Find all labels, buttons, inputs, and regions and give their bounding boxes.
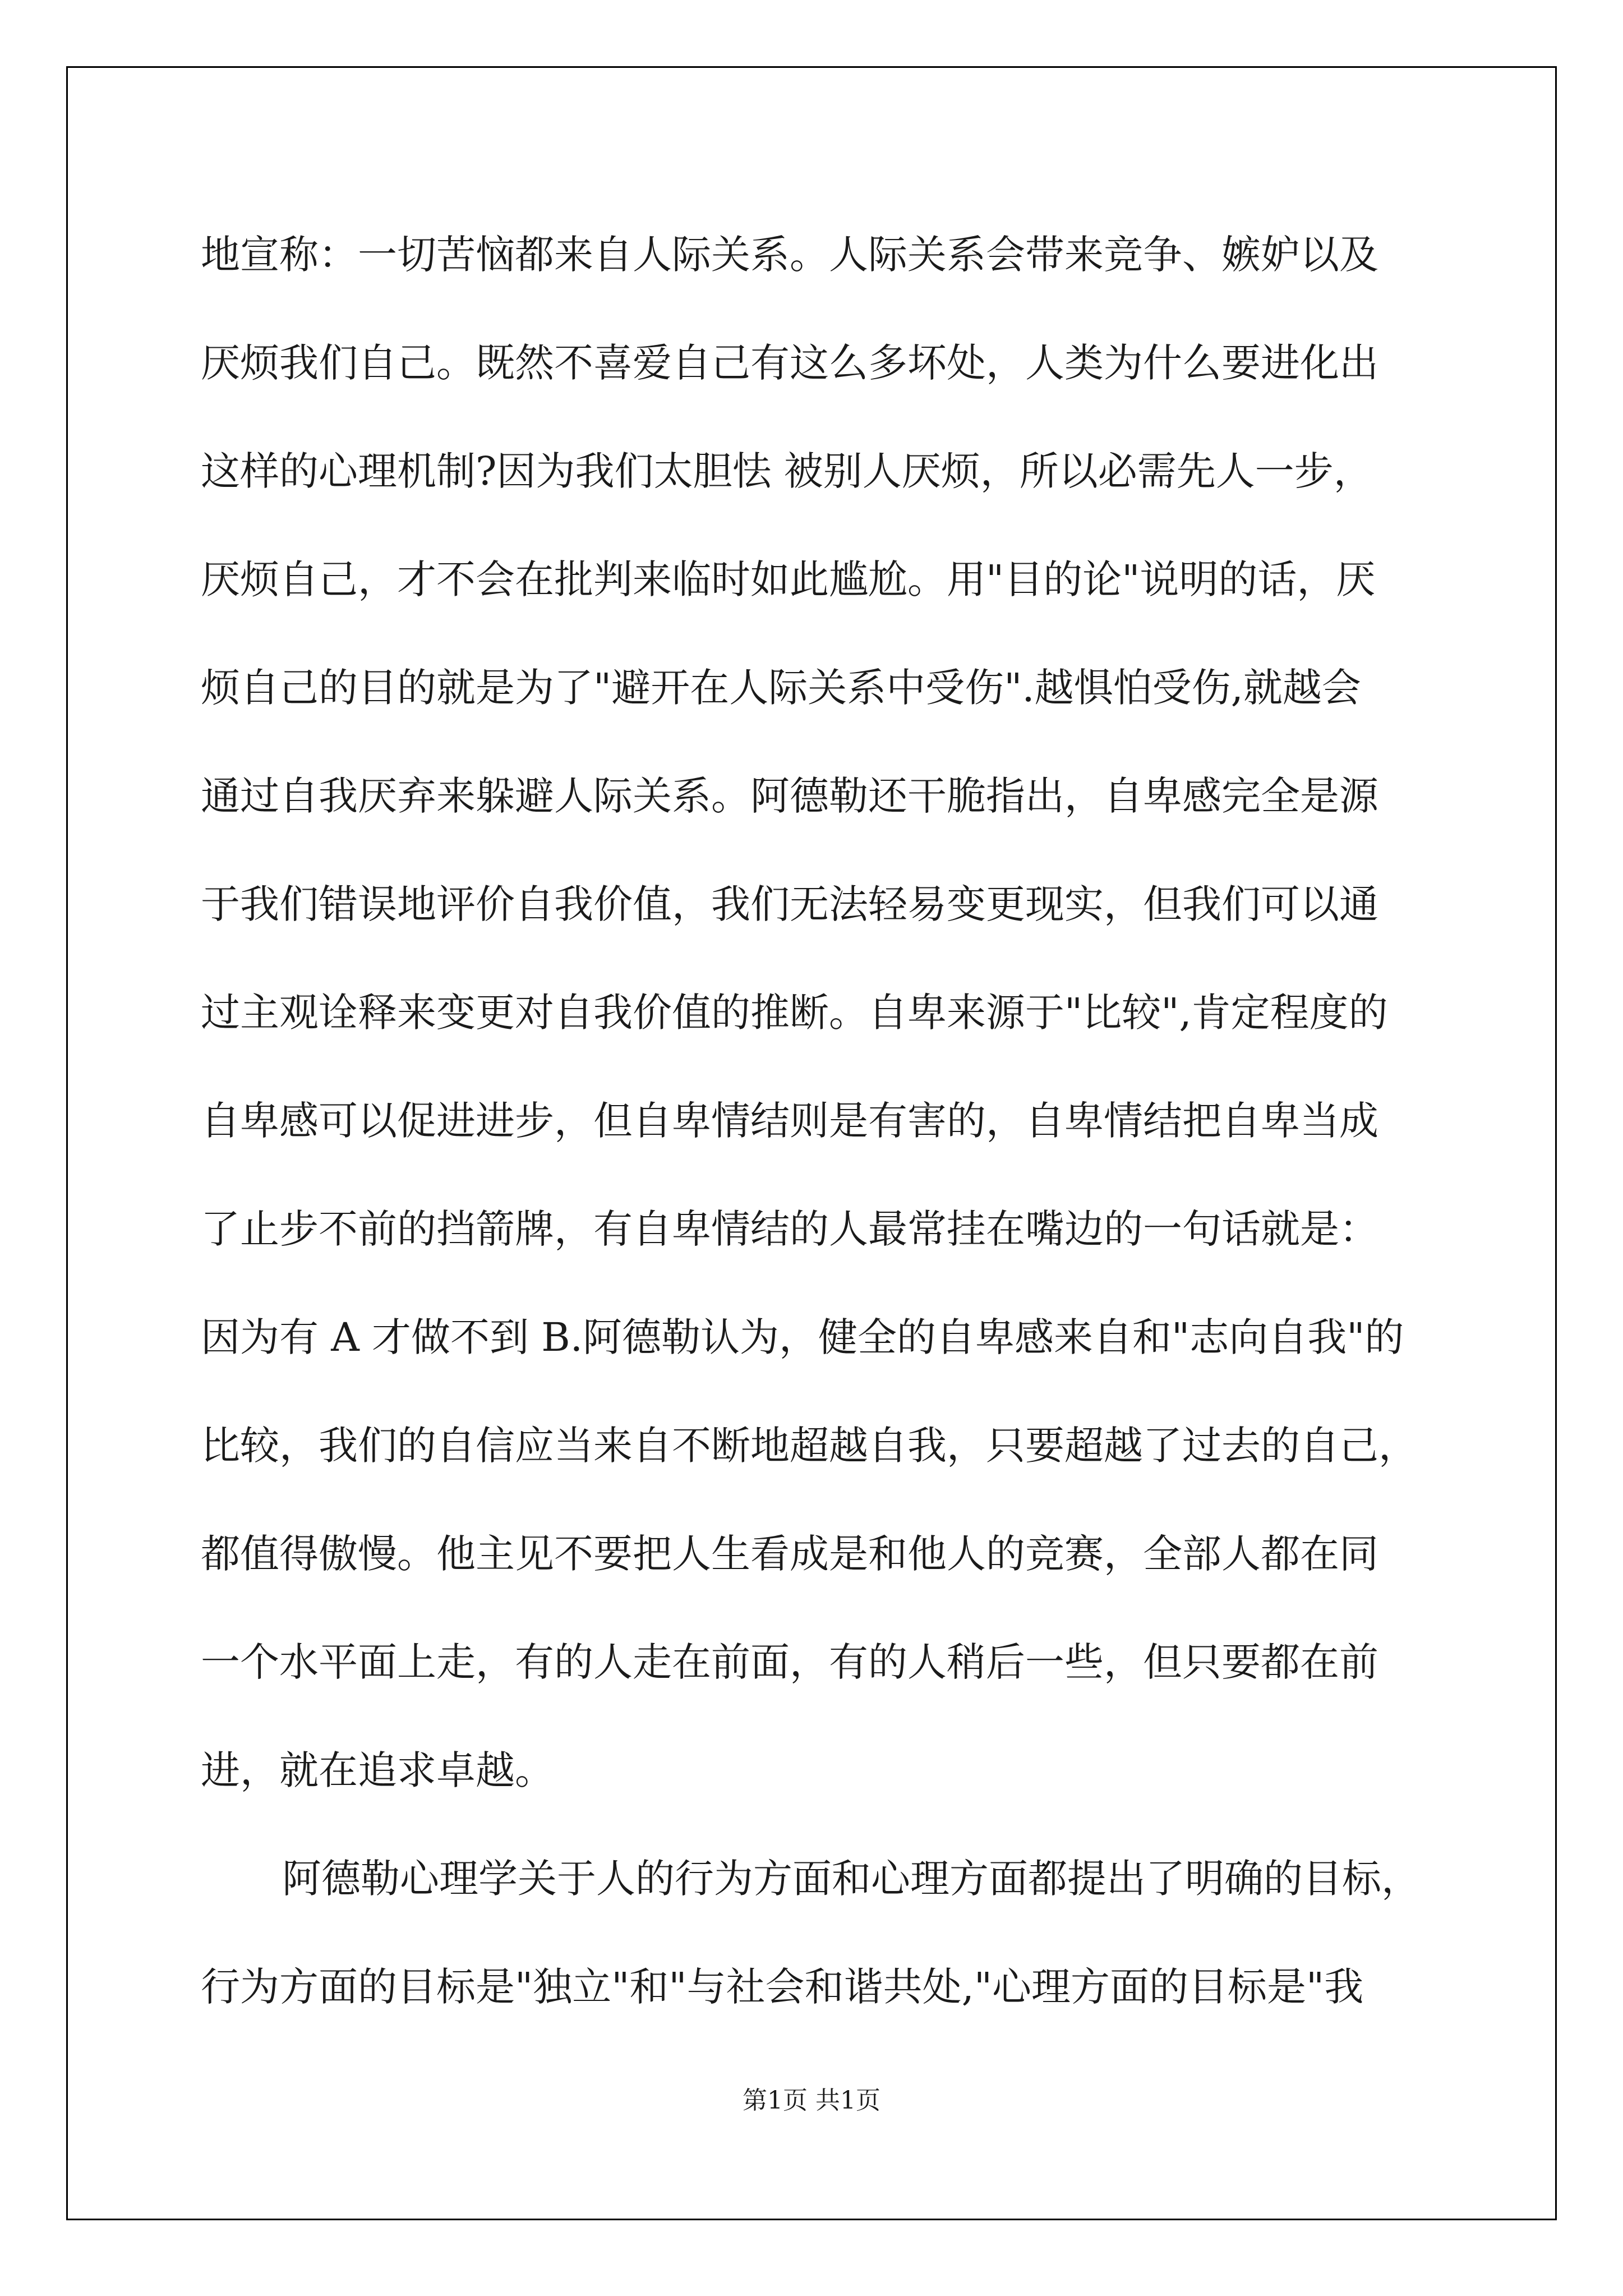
text-line: 行为方面的目标是"独立"和"与社会和谐共处,"心理方面的目标是"我 bbox=[201, 1964, 1364, 2010]
body-text bbox=[201, 201, 1429, 2041]
text-line: 地宣称：一切苦恼都来自人际关系。人际关系会带来竞争、嫉妒以及 bbox=[201, 232, 1378, 278]
text-line: 这样的心理机制?因为我们太胆怯 被别人厌烦，所以必需先人一步， bbox=[201, 448, 1373, 494]
text-line: 厌烦自己，才不会在批判来临时如此尴尬。用"目的论"说明的话，厌 bbox=[201, 556, 1376, 602]
text-line: 因为有 A 才做不到 B.阿德勒认为，健全的自卑感来自和"志向自我"的 bbox=[201, 1314, 1404, 1360]
text-line: 进，就在追求卓越。 bbox=[201, 1747, 554, 1793]
text-line: 一个水平面上走，有的人走在前面，有的人稍后一些，但只要都在前 bbox=[201, 1639, 1378, 1685]
text-line: 通过自我厌弃来躲避人际关系。阿德勒还干脆指出，自卑感完全是源 bbox=[201, 773, 1378, 819]
text-line: 自卑感可以促进进步，但自卑情结则是有害的，自卑情结把自卑当成 bbox=[201, 1098, 1378, 1144]
text-line: 都值得傲慢。他主见不要把人生看成是和他人的竞赛，全部人都在同 bbox=[201, 1531, 1378, 1577]
text-line: 比较，我们的自信应当来自不断地超越自我，只要超越了过去的自己， bbox=[201, 1423, 1418, 1469]
text-line: 过主观诠释来变更对自我价值的推断。自卑来源于"比较",肯定程度的 bbox=[201, 990, 1388, 1036]
page-number-footer: 第1页 共1页 bbox=[743, 2086, 880, 2115]
text-line: 烦自己的目的就是为了"避开在人际关系中受伤".越惧怕受伤,就越会 bbox=[201, 665, 1361, 711]
paragraph-start-line: 阿德勒心理学关于人的行为方面和心理方面都提出了明确的目标， bbox=[282, 1856, 1421, 1902]
text-line: 了止步不前的挡箭牌，有自卑情结的人最常挂在嘴边的一句话就是： bbox=[201, 1206, 1378, 1252]
text-line: 厌烦我们自己。既然不喜爱自己有这么多坏处，人类为什么要进化出 bbox=[201, 340, 1378, 386]
text-line: 于我们错误地评价自我价值，我们无法轻易变更现实，但我们可以通 bbox=[201, 881, 1378, 927]
